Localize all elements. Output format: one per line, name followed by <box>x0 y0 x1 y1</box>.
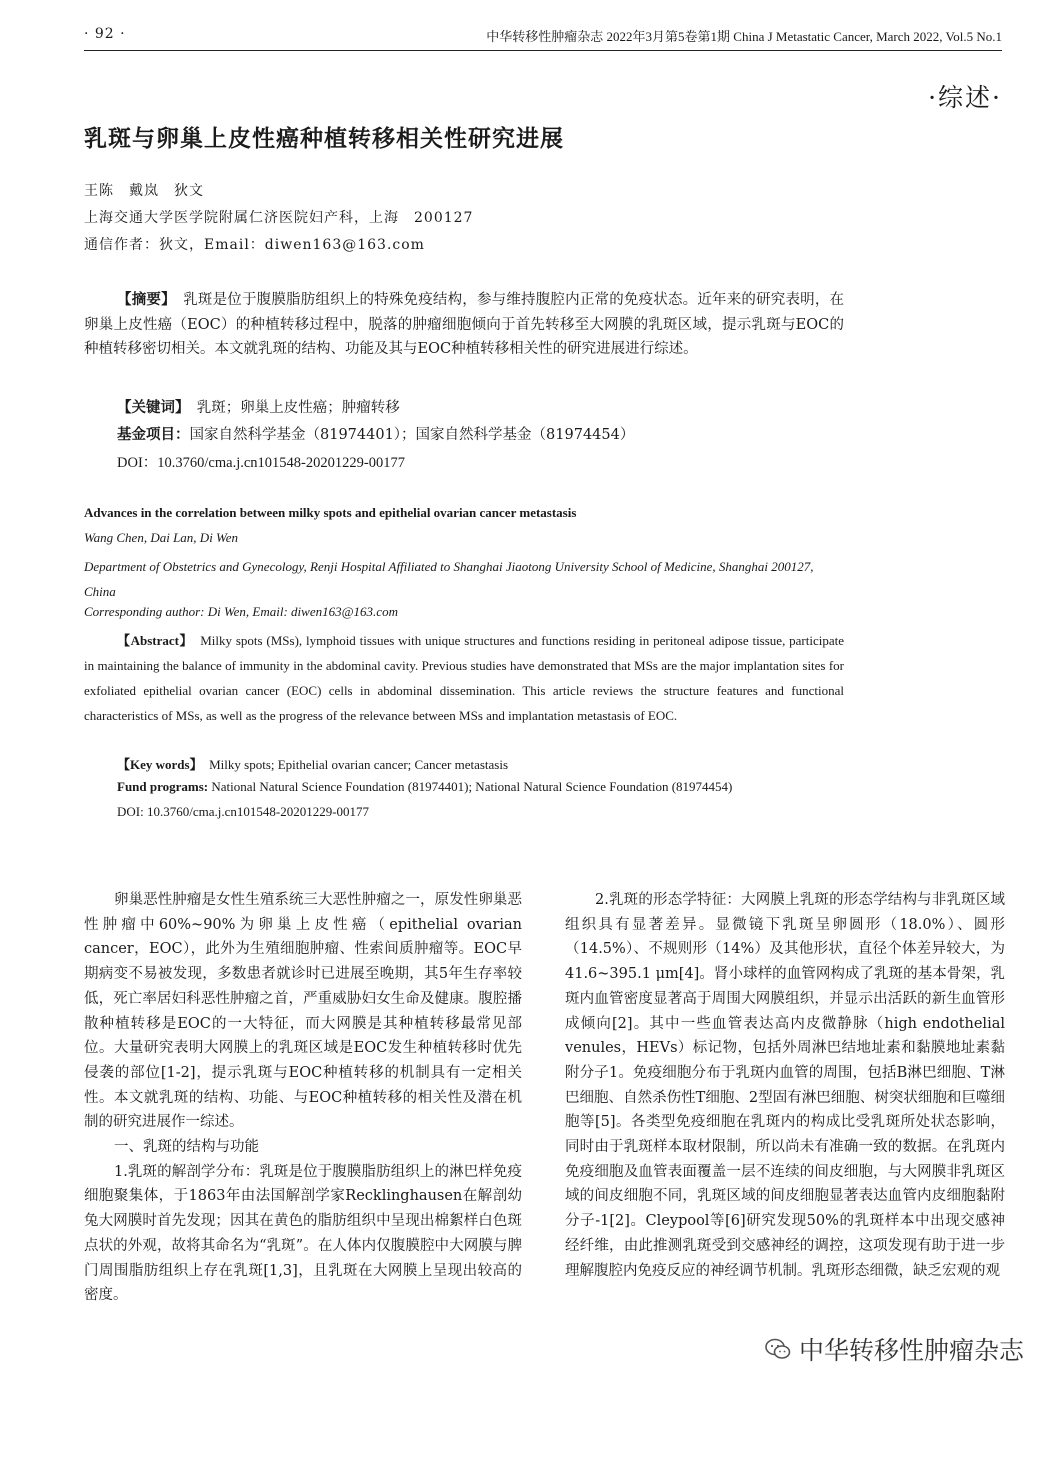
english-corresponding-author: Corresponding author: Di Wen, Email: diwen163@163.com <box>84 604 398 619</box>
english-keywords-label: 【Key words】 <box>117 757 197 772</box>
english-affiliation: Department of Obstetrics and Gynecology, Renji Hospital Affiliated to Shanghai Jiaotong University School of Medicine, Shanghai 200127, China <box>84 559 814 599</box>
watermark <box>759 1329 1030 1369</box>
journal-running-head: 中华转移性肿瘤杂志 2022年3月第5卷第1期 China J Metastatic Cancer, March 2022, Vol.5 No.1 <box>486 29 1002 44</box>
english-fund-label: Fund programs: <box>117 779 209 794</box>
fund-cn-label: 基金项目： <box>117 427 190 443</box>
article-title: 乳斑与卵巢上皮性癌种植转移相关性研究进展 <box>84 126 564 152</box>
doi-cn: DOI：10.3760/cma.j.cn101548-20201229-00177 <box>117 455 405 471</box>
english-abstract <box>84 628 844 728</box>
abstract-cn-text: 乳斑是位于腹膜脂肪组织上的特殊免疫结构，参与维持腹腔内正常的免疫状态。近年来的研究表明，在卵巢上皮性癌（EOC）的种植转移过程中，脱落的肿瘤细胞倾向于首先转移至大网膜的乳斑区域，提示乳斑与EOC的种植转移密切相关。本文就乳斑的结构、功能及其与EOC种植转移相关性的研究进展进行综述。 <box>84 292 845 357</box>
page-number: · 92 · <box>84 26 126 42</box>
body-column-right <box>565 888 1005 1283</box>
abstract-cn <box>84 288 844 362</box>
english-fund <box>117 779 732 795</box>
keywords-cn-label: 【关键词】 <box>117 400 183 416</box>
body-paragraph: 1.乳斑的解剖学分布：乳斑是位于腹膜脂肪组织上的淋巴样免疫细胞聚集体，于1863年由法国解剖学家Recklinghausen在解剖幼兔大网膜时首先发现；因其在黄色的脂肪组织中呈现出棉絮样白色斑点状的外观，故将其命名为“乳斑”。在人体内仅腹膜腔中大网膜与脾门周围脂肪组织上存在乳斑[1,3]，且乳斑在大网膜上呈现出较高的密度。 <box>84 1163 522 1304</box>
fund-cn <box>117 423 634 444</box>
english-keywords-text: Milky spots; Epithelial ovarian cancer; Cancer metastasis <box>209 757 509 772</box>
english-keywords <box>117 754 508 773</box>
keywords-cn <box>117 396 400 417</box>
english-title: Advances in the correlation between milky spots and epithelial ovarian cancer metastasis <box>84 505 577 520</box>
watermark-text: 中华转移性肿瘤杂志 <box>798 1336 1024 1365</box>
english-fund-text: National Natural Science Foundation (81974401); National Natural Science Foundation (81974454) <box>211 779 733 794</box>
section-tag: ·综述· <box>928 83 1002 112</box>
body-paragraph: 2.乳斑的形态学特征：大网膜上乳斑的形态学结构与非乳斑区域组织具有显著差异。显微镜下乳斑呈卵圆形（18.0%）、圆形（14.5%）、不规则形（14%）及其他形状，直径个体差异较大，为41.6~395.1 μm[4]。肾小球样的血管网构成了乳斑的基本骨架，乳斑内血管密度显著高于周围大网膜组织，并显示出活跃的新生血管形成倾向[2]。其中一些血管表达高内皮微静脉（high endothelial venules，HEVs）标记物，包括外周淋巴结地址素和黏膜地址素黏附分子1。免疫细胞分布于乳斑内血管的周围，包括B淋巴细胞、T淋巴细胞、自然杀伤性T细胞、2型固有淋巴细胞、树突状细胞和巨噬细胞等[5]。各类型免疫细胞在乳斑内的构成比受乳斑所处状态影响，同时由于乳斑样本取材限制，所以尚未有准确一致的数据。在乳斑内免疫细胞及血管表面覆盖一层不连续的间皮细胞，与大网膜非乳斑区域的间皮细胞不同，乳斑区域的间皮细胞显著表达血管内皮细胞黏附分子-1[2]。Cleypool等[6]研究发现50%的乳斑样本中出现交感神经纤维，由此推测乳斑受到交感神经的调控，这项发现有助于进一步理解腹腔内免疫反应的神经调节机制。乳斑形态细微，缺乏宏观的观 <box>565 892 1005 1279</box>
english-abstract-text: Milky spots (MSs), lymphoid tissues with unique structures and functions residing in peritoneal adipose tissue, participate in maintaining the balance of immunity in the abdominal cavity. Previous studies have demonstrated that MSs are the major implantation sites for exfoliated epithelial ovarian cancer (EOC) cells in abdominal dissemination. This article reviews the structure features and functional characteristics of MSs, as well as the progress of the relevance between MSs and implantation metastasis of EOC. <box>84 633 844 723</box>
keywords-cn-text: 乳斑；卵巢上皮性癌；肿瘤转移 <box>196 400 400 416</box>
wechat-icon <box>765 1338 791 1360</box>
abstract-cn-label: 【摘要】 <box>117 292 169 308</box>
body-column-left <box>84 888 522 1308</box>
authors-cn: 王陈 戴岚 狄文 <box>84 183 204 199</box>
english-abstract-label: 【Abstract】 <box>117 633 187 648</box>
body-paragraph: 卵巢恶性肿瘤是女性生殖系统三大恶性肿瘤之一，原发性卵巢恶性肿瘤中60%~90%为卵巢上皮性癌（epithelial ovarian cancer，EOC），此外为生殖细胞肿瘤、性索间质肿瘤等。EOC早期病变不易被发现，多数患者就诊时已进展至晚期，其5年生存率较低，死亡率居妇科恶性肿瘤之首，严重威胁妇女生命及健康。腹腔播散种植转移是EOC的一大特征，而大网膜是其种植转移最常见部位。大量研究表明大网膜上的乳斑区域是EOC发生种植转移时优先侵袭的部位[1-2]，提示乳斑与EOC种植转移的机制具有一定相关性。本文就乳斑的结构、功能、与EOC种植转移的相关性及潜在机制的研究进展作一综述。 <box>84 892 522 1131</box>
english-doi: DOI: 10.3760/cma.j.cn101548-20201229-00177 <box>117 804 370 819</box>
header-rule <box>84 50 1002 51</box>
fund-cn-text: 国家自然科学基金（81974401）；国家自然科学基金（81974454） <box>189 427 635 443</box>
section-heading: 一、乳斑的结构与功能 <box>114 1139 259 1156</box>
corresponding-author-cn: 通信作者：狄文，Email：diwen163@163.com <box>84 237 425 253</box>
english-authors: Wang Chen, Dai Lan, Di Wen <box>84 530 238 545</box>
affiliation-cn: 上海交通大学医学院附属仁济医院妇产科，上海 200127 <box>84 210 474 226</box>
